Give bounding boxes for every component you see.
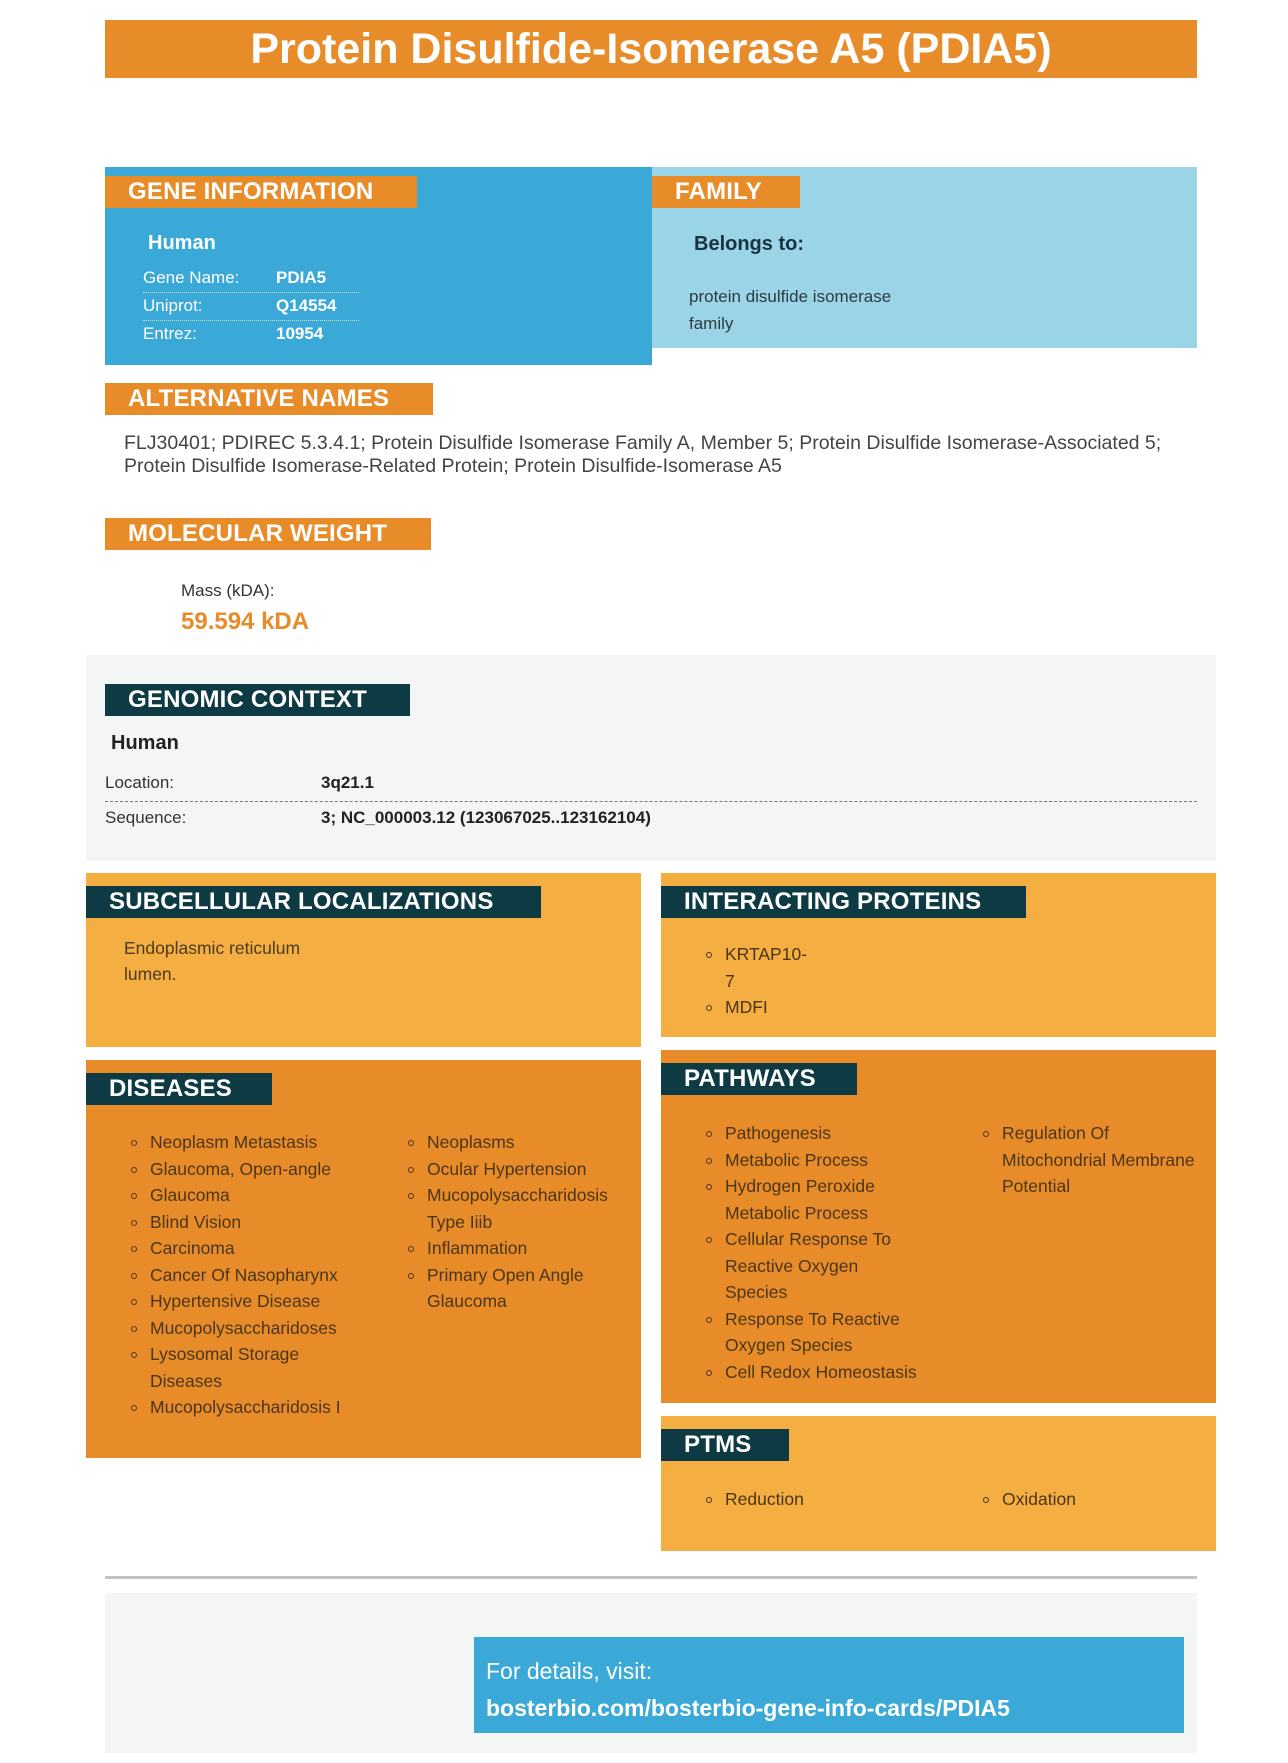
location-value: 3q21.1 — [321, 773, 374, 792]
footer-visit-label: For details, visit: — [486, 1658, 653, 1684]
gene-row-label: Uniprot: — [143, 296, 203, 315]
mass-value: 59.594 kDA — [181, 608, 310, 635]
pathways-list-col2 — [980, 1120, 1205, 1200]
footer-divider — [105, 1576, 1197, 1579]
sequence-row — [105, 808, 1197, 828]
diseases-list-col1 — [128, 1129, 378, 1421]
family-heading: FAMILY — [652, 176, 800, 208]
list-item: KRTAP10-7 — [703, 941, 813, 994]
list-item: Lysosomal Storage Diseases — [128, 1341, 318, 1394]
list-item: Neoplasms — [405, 1129, 625, 1156]
footer-link-box[interactable] — [474, 1637, 1184, 1733]
gene-row-value: Q14554 — [276, 296, 337, 315]
list-item: Neoplasm Metastasis — [128, 1129, 378, 1156]
gene-row-name — [143, 265, 359, 293]
footer-link[interactable]: bosterbio.com/bosterbio-gene-info-cards/PDIA5 — [486, 1695, 1010, 1721]
list-item: Carcinoma — [128, 1235, 378, 1262]
list-item: Hypertensive Disease — [128, 1288, 378, 1315]
genomic-species: Human — [111, 732, 179, 754]
alternative-names-heading: ALTERNATIVE NAMES — [105, 383, 433, 415]
pathways-list-col1 — [703, 1120, 918, 1385]
list-item: Regulation Of Mitochondrial Membrane Potential — [980, 1120, 1205, 1200]
diseases-heading: DISEASES — [86, 1073, 272, 1105]
genomic-context-heading: GENOMIC CONTEXT — [105, 684, 410, 716]
family-belongs-label: Belongs to: — [694, 233, 804, 255]
list-item: Glaucoma — [128, 1182, 378, 1209]
sequence-value: 3; NC_000003.12 (123067025..123162104) — [321, 808, 651, 827]
list-item: Oxidation — [980, 1486, 1180, 1513]
gene-row-uniprot — [143, 293, 359, 321]
location-row — [105, 773, 1197, 793]
gene-info-table — [143, 265, 359, 349]
family-name: protein disulfide isomerase family — [689, 287, 892, 333]
alternative-names-text: FLJ30401; PDIREC 5.3.4.1; Protein Disulfide Isomerase Family A, Member 5; Protein Disulfide Isomerase-Associated 5; Protein Disulfide Isomerase-Related Protein; Protein Disulfide-Isomerase A5 — [124, 432, 1162, 477]
gene-row-label: Entrez: — [143, 324, 197, 343]
pathways-heading: PATHWAYS — [661, 1063, 857, 1095]
interacting-proteins-list — [703, 941, 813, 1021]
list-item: Pathogenesis — [703, 1120, 918, 1147]
genomic-divider — [105, 801, 1197, 802]
diseases-list-col2 — [405, 1129, 625, 1315]
list-item: Blind Vision — [128, 1209, 378, 1236]
gene-row-label: Gene Name: — [143, 268, 240, 287]
mass-label: Mass (kDA): — [181, 581, 275, 600]
list-item: Primary Open Angle Glaucoma — [405, 1262, 590, 1315]
list-item: Reduction — [703, 1486, 903, 1513]
list-item: Inflammation — [405, 1235, 625, 1262]
list-item: Hydrogen Peroxide Metabolic Process — [703, 1173, 893, 1226]
gene-row-value: 10954 — [276, 324, 324, 343]
list-item: Mucopolysaccharidosis I — [128, 1394, 378, 1421]
gene-row-value: PDIA5 — [276, 268, 327, 287]
location-label: Location: — [105, 773, 174, 792]
list-item: MDFI — [703, 994, 813, 1021]
list-item: Glaucoma, Open-angle — [128, 1156, 378, 1183]
list-item: Cancer Of Nasopharynx — [128, 1262, 378, 1289]
gene-information-heading: GENE INFORMATION — [105, 176, 417, 208]
page-title: Protein Disulfide-Isomerase A5 (PDIA5) — [105, 20, 1197, 78]
list-item: Ocular Hypertension — [405, 1156, 625, 1183]
sequence-label: Sequence: — [105, 808, 187, 827]
ptms-heading: PTMS — [661, 1429, 789, 1461]
list-item: Metabolic Process — [703, 1147, 918, 1174]
list-item: Response To Reactive Oxygen Species — [703, 1306, 903, 1359]
list-item: Mucopolysaccharidoses — [128, 1315, 378, 1342]
ptms-list-col1 — [703, 1486, 903, 1513]
ptms-list-col2 — [980, 1486, 1180, 1513]
list-item: Cellular Response To Reactive Oxygen Species — [703, 1226, 898, 1306]
interacting-proteins-heading: INTERACTING PROTEINS — [661, 886, 1026, 918]
molecular-weight-heading: MOLECULAR WEIGHT — [105, 518, 431, 550]
list-item: Mucopolysaccharidosis Type Iiib — [405, 1182, 625, 1235]
gene-species: Human — [148, 232, 216, 254]
subcellular-text: Endoplasmic reticulum lumen. — [124, 938, 301, 984]
subcellular-heading: SUBCELLULAR LOCALIZATIONS — [86, 886, 541, 918]
list-item: Cell Redox Homeostasis — [703, 1359, 918, 1386]
gene-row-entrez — [143, 321, 359, 349]
